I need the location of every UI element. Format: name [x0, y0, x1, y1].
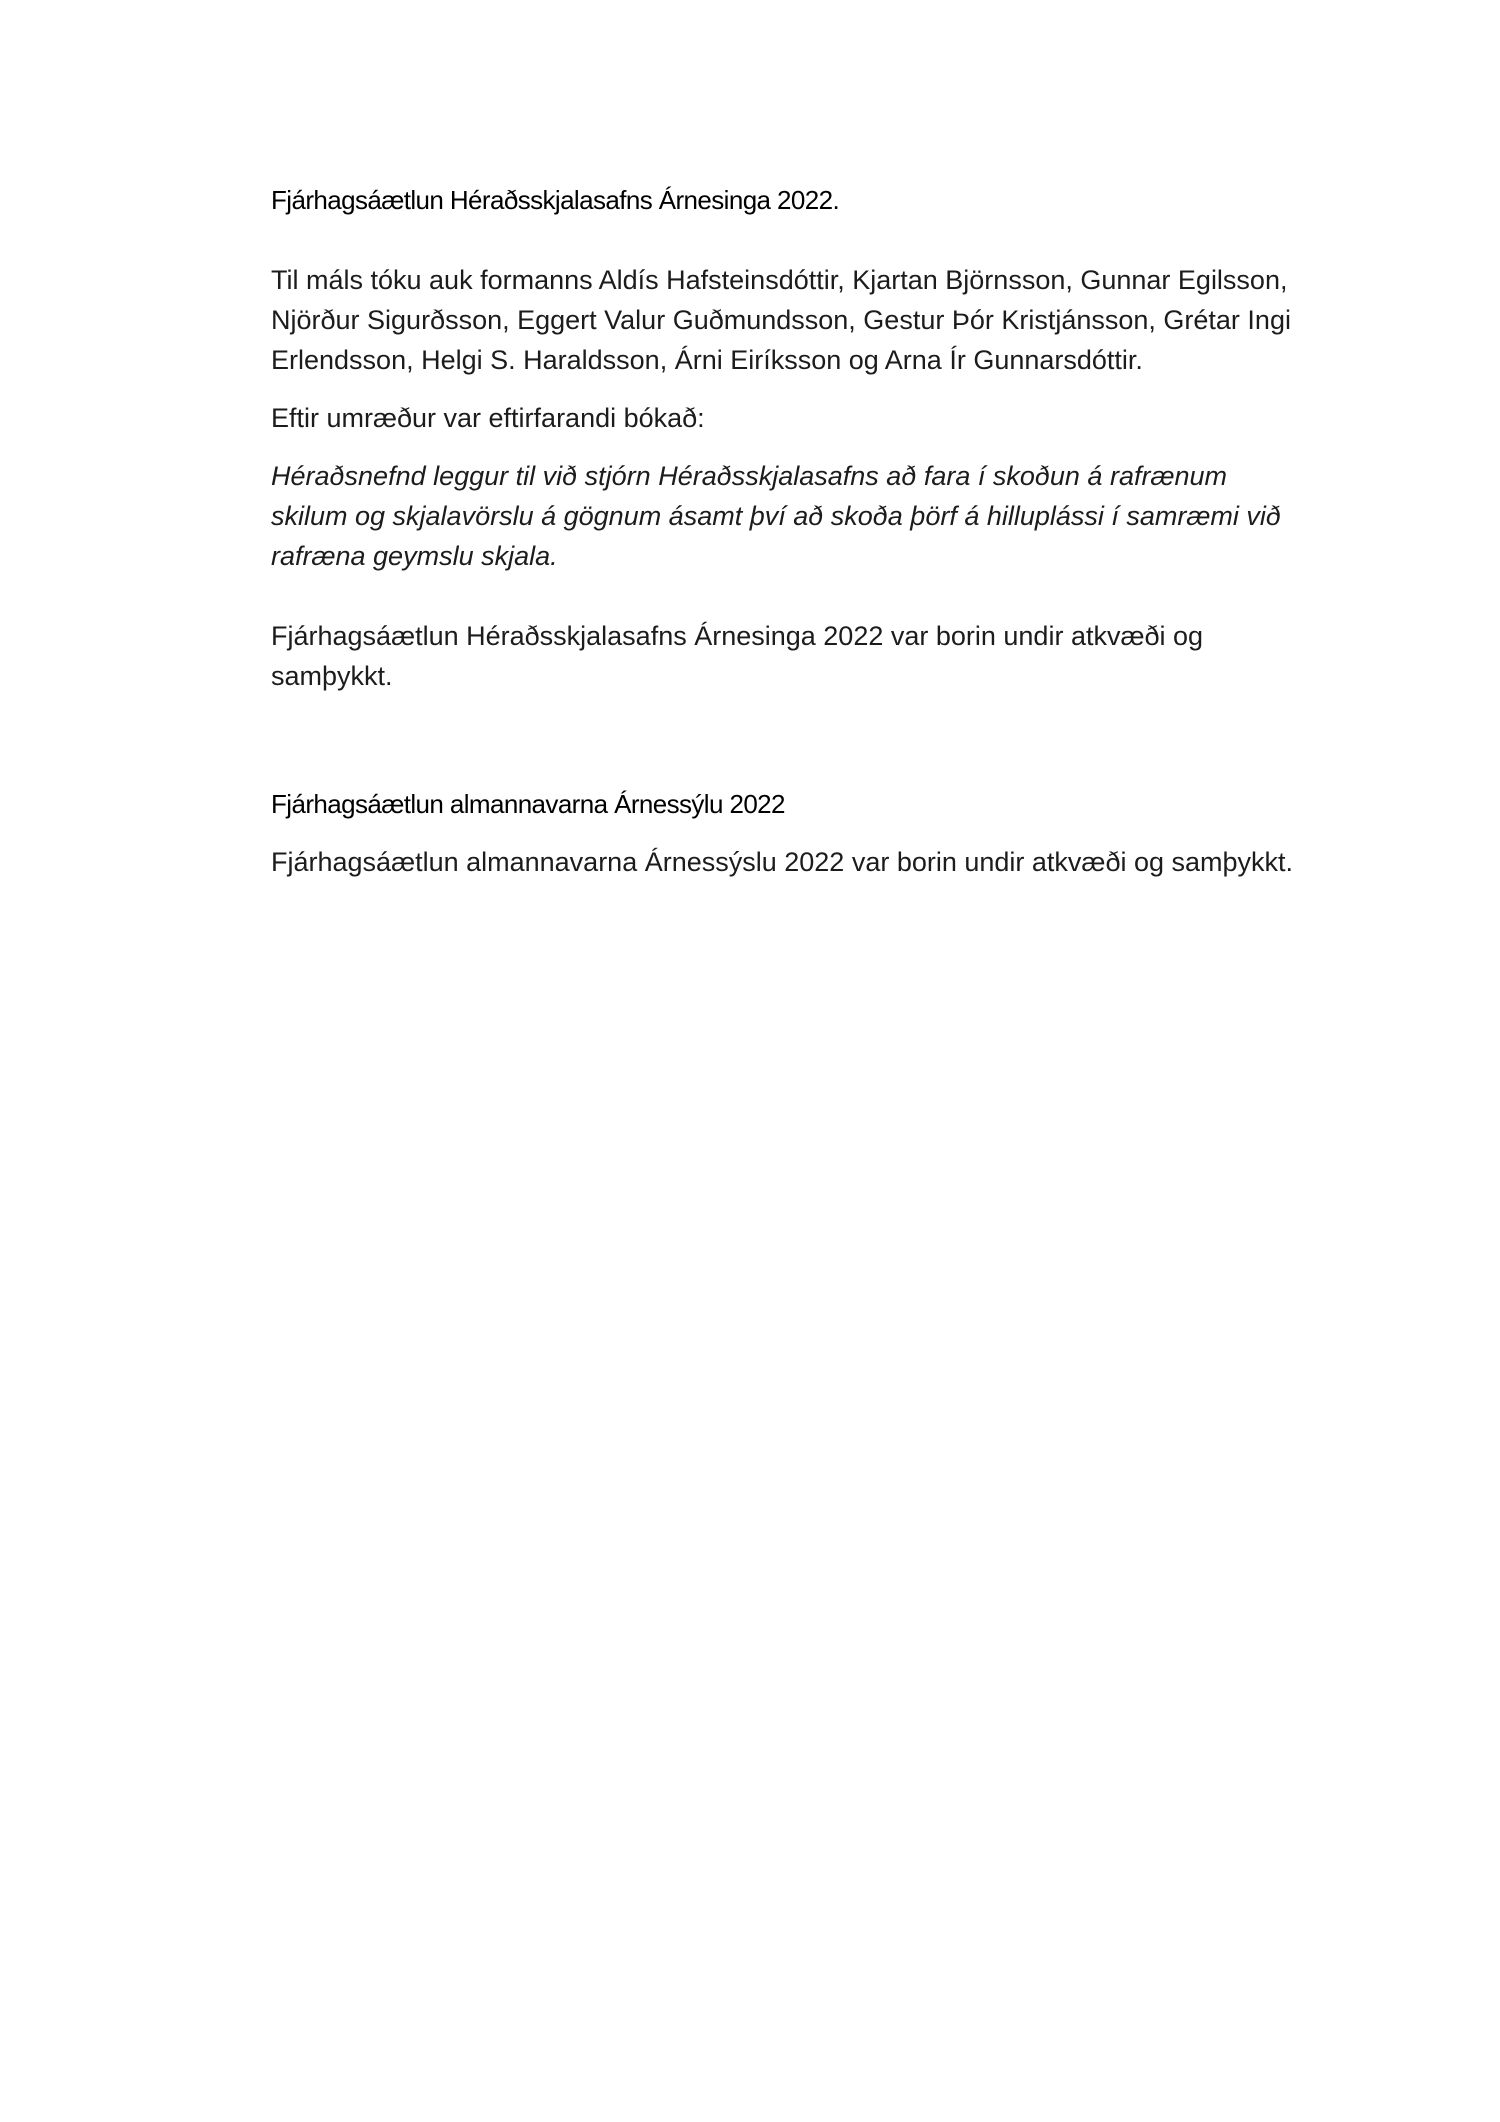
document-content	[271, 180, 1331, 882]
section-1-heading: Fjárhagsáætlun Héraðsskjalasafns Árnesinga 2022.	[271, 185, 840, 215]
result-line-2: samþykkt.	[271, 661, 393, 691]
section-1-result	[271, 616, 1331, 696]
intro-line: Eftir umræður var eftirfarandi bókað:	[271, 403, 705, 433]
result-line-1: Fjárhagsáætlun Héraðsskjalasafns Árnesinga 2022 var borin undir atkvæði og	[271, 621, 1204, 651]
resolution-line-2: skilum og skjalavörslu á gögnum ásamt því að skoða þörf á hilluplássi í samræmi við	[271, 501, 1281, 531]
section-2-result	[271, 842, 1331, 882]
resolution-line-1: Héraðsnefnd leggur til við stjórn Héraðsskjalasafns að fara í skoðun á rafrænum	[271, 461, 1227, 491]
resolution-line-3: rafræna geymslu skjala.	[271, 541, 558, 571]
speakers-line-1: Til máls tóku auk formanns Aldís Hafsteinsdóttir, Kjartan Björnsson, Gunnar Egilsson,	[271, 265, 1288, 295]
section-2-heading: Fjárhagsáætlun almannavarna Árnessýlu 2022	[271, 789, 785, 819]
section-1-resolution	[271, 456, 1331, 576]
section-1-speakers	[271, 260, 1331, 380]
speakers-line-3: Erlendsson, Helgi S. Haraldsson, Árni Eiríksson og Arna Ír Gunnarsdóttir.	[271, 345, 1143, 375]
section-2-result-line: Fjárhagsáætlun almannavarna Árnessýslu 2022 var borin undir atkvæði og samþykkt.	[271, 847, 1294, 877]
section-1-intro	[271, 398, 1331, 438]
speakers-line-2: Njörður Sigurðsson, Eggert Valur Guðmundsson, Gestur Þór Kristjánsson, Grétar Ingi	[271, 305, 1291, 335]
